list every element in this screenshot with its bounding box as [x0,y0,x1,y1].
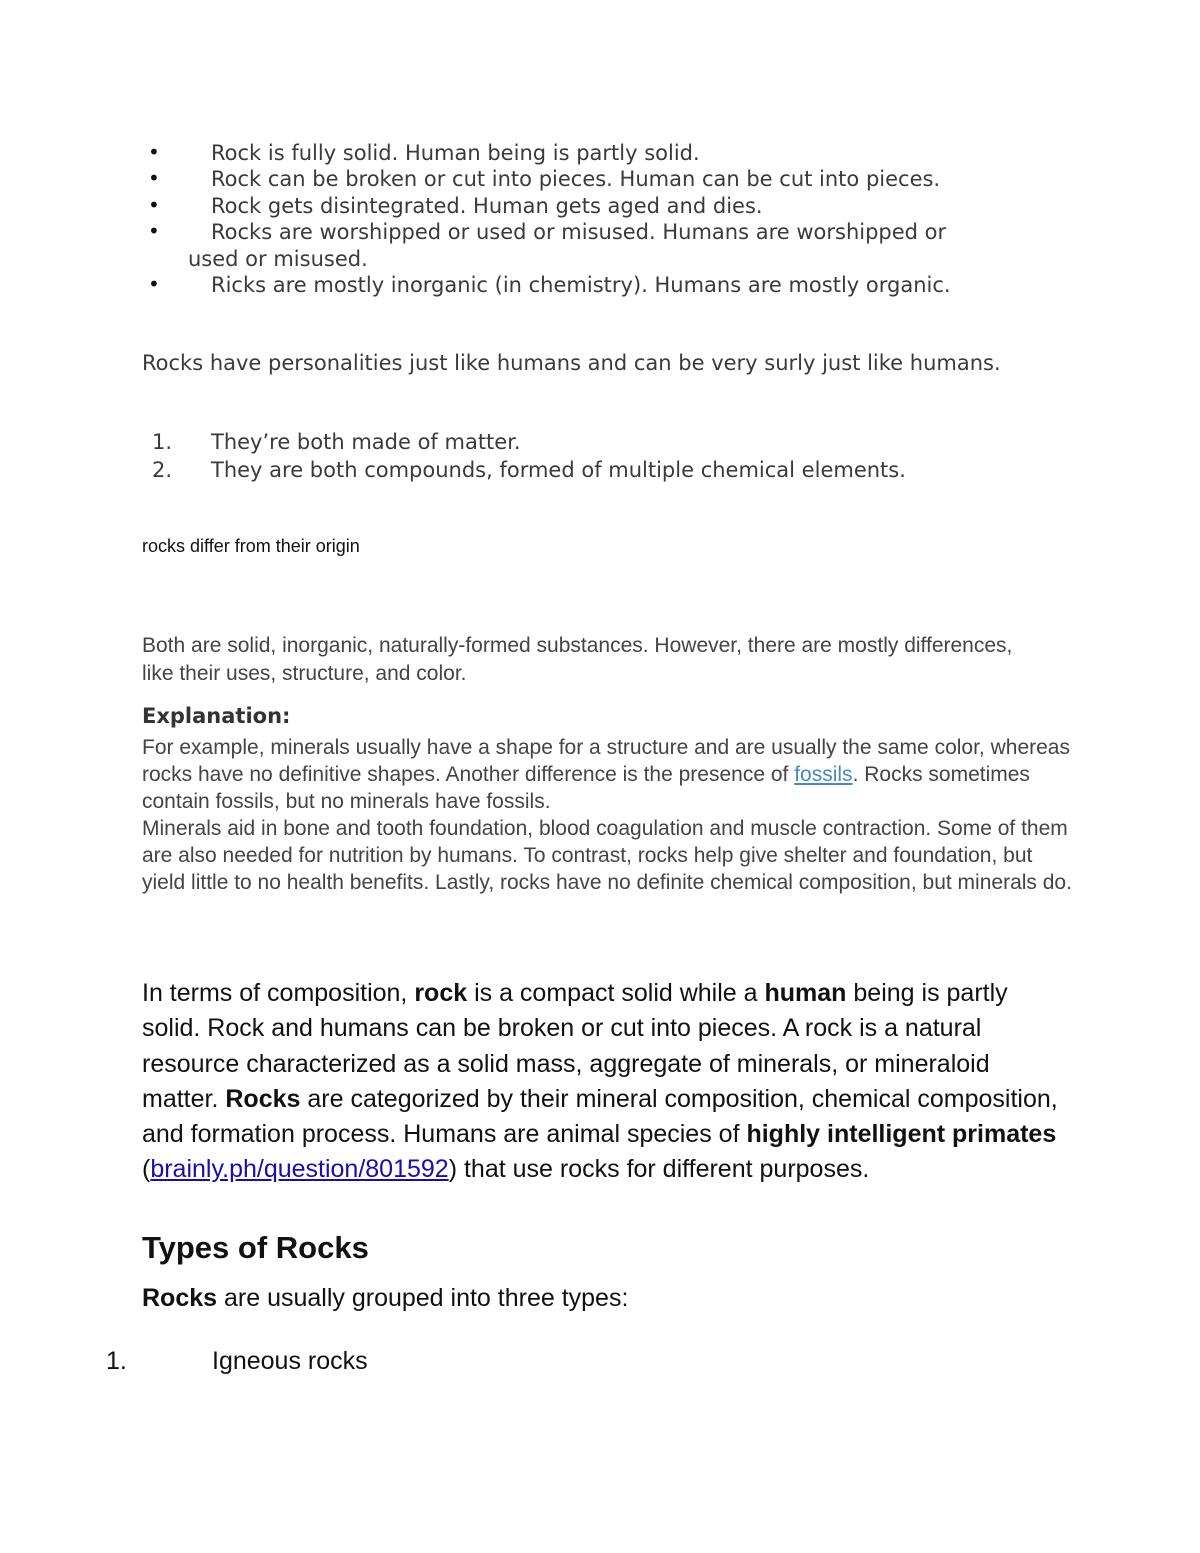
list-item: • Ricks are mostly inorganic (in chemistry). Humans are mostly organic. [148,272,951,298]
personalities-paragraph: Rocks have personalities just like humans and can be very surly just like humans. [142,351,1001,375]
bullet-list [142,140,1042,298]
composition-paragraph: In terms of composition, rock is a compact solid while a human being is partly solid. Rock and humans can be broken or cut into pieces. A rock is a natural resource characterized as a solid mass, aggregate of minerals, or mineraloid matter. Rocks are categorized by their mineral composition, chemical composition, and formation process. Humans are animal species of highly intelligent primates (brainly.ph/question/801592) that use rocks for different purposes. [142,979,1058,1184]
origin-note: rocks differ from their origin [142,536,360,556]
list-item: • Rock gets disintegrated. Human gets aged and dies. [148,192,763,218]
list-item: 1. They’re both made of matter. [152,430,521,454]
numbered-list [142,428,1042,484]
explanation-heading: Explanation: [142,704,291,728]
list-item: 2. They are both compounds, formed of multiple chemical elements. [152,458,906,482]
list-item: • Rocks are worshipped or used or misused. Humans are worshipped or used or misused. [148,219,947,271]
comparison-paragraph: Both are solid, inorganic, naturally-formed substances. However, there are mostly differences, like their uses, structure, and color. [142,634,1013,685]
list-item: • Rock can be broken or cut into pieces. Human can be cut into pieces. [148,166,941,192]
fossils-link[interactable]: fossils [794,763,853,786]
explanation-body: For example, minerals usually have a shape for a structure and are usually the same color, whereas rocks have no definitive shapes. Another difference is the presence of fossils. Rocks sometimes contain fossils, but no minerals have fossils. Minerals aid in bone and tooth foundation, blood coagulation and muscle contraction. Some of them are also needed for nutrition by humans. To contrast, rocks help give shelter and foundation, but yield little to no health benefits. Lastly, rocks have no definite chemical composition, but minerals do. [142,736,1072,894]
section-heading: Types of Rocks [142,1230,369,1265]
list-item: • Rock is fully solid. Human being is partly solid. [148,140,700,165]
types-intro: Rocks are usually grouped into three types: [142,1284,629,1312]
brainly-link[interactable]: brainly.ph/question/801592 [150,1155,449,1184]
